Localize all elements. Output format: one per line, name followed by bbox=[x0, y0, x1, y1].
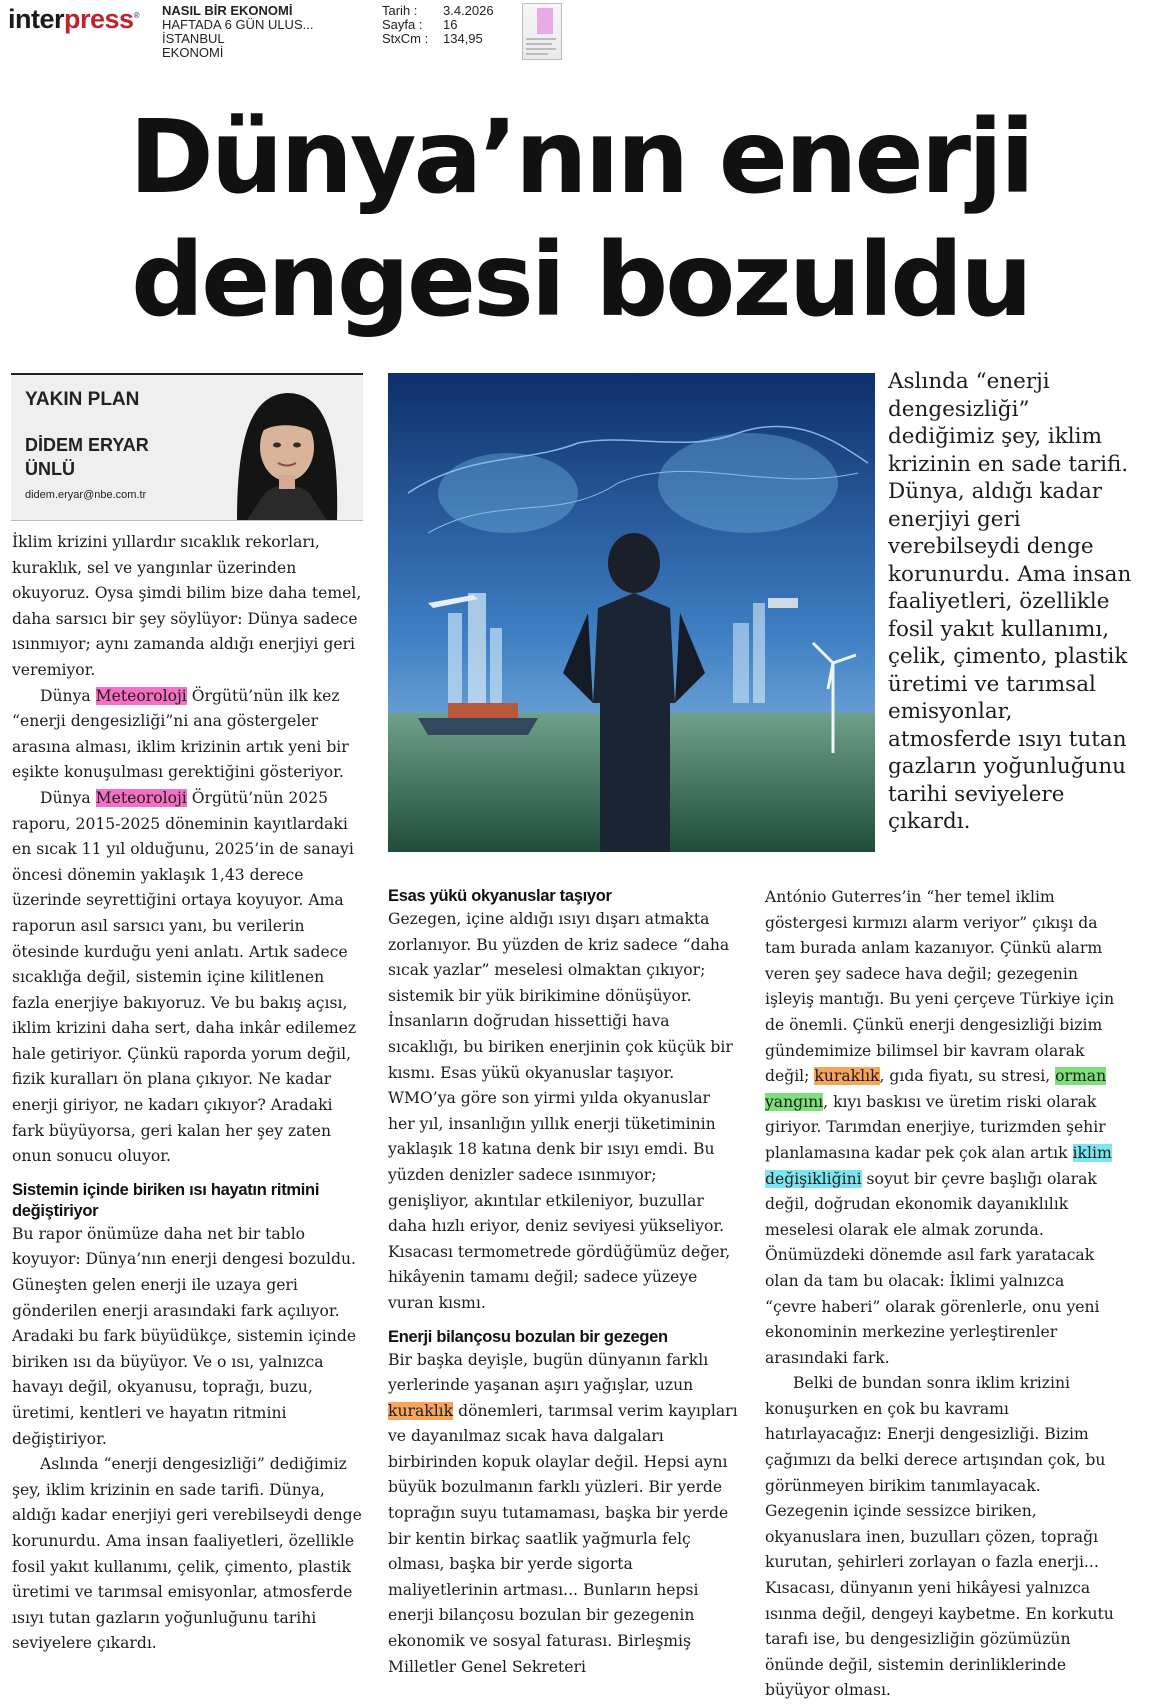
highlight-orman-yangini: orman yangını bbox=[765, 1067, 1107, 1111]
author-name-line-1: DİDEM ERYAR bbox=[25, 435, 149, 455]
article-column-1 bbox=[12, 530, 362, 1657]
publication-city: İSTANBUL bbox=[162, 31, 225, 46]
author-name-line-2: ÜNLÜ bbox=[25, 459, 75, 479]
logo-text-press: press bbox=[64, 4, 134, 34]
author-name bbox=[25, 433, 149, 481]
paragraph-3 bbox=[12, 786, 362, 1170]
size-value: 134,95 bbox=[443, 31, 483, 46]
paragraph-5: Aslında “enerji dengesizliği” dediğimiz şey, iklim krizinin en sade tarifi. Dünya, aldığı kadar enerjiyi geri verebilseydi denge korunurdu. Ama insan faaliyetleri, özellikle fosil yakıt kullanımı, çelik, çimento, plastik üretimi ve tarımsal emisyonlar, atmosferde ısıyı tutan gazların yoğunluğunu tarihi seviyelere çıkardı. bbox=[12, 1455, 362, 1653]
paragraph-2 bbox=[12, 684, 362, 786]
registered-mark: ® bbox=[133, 11, 139, 20]
headline-line-2: dengesi bozuldu bbox=[131, 221, 1030, 340]
interpress-logo bbox=[8, 4, 139, 35]
paragraph-2-text-a: Dünya bbox=[40, 686, 96, 705]
clipping-source bbox=[162, 4, 313, 60]
highlight-meteoroloji: Meteoroloji bbox=[95, 788, 187, 807]
paragraph-8-text-d: soyut bir çevre başlığı olarak değil, doğrudan ekonomik dayanıklılık meselesi olarak ele almak zorunda. Önümüzdeki dönemde asıl fark yaratacak olan da tam bu olacak: İklimi yalnızca “çevre haberi” olarak görenlerle, onu yeni ekonominin merkezine yerleştirenler arasındaki fark. bbox=[765, 1169, 1100, 1367]
subheading-esas-yuku: Esas yükü okyanuslar taşıyor bbox=[388, 887, 612, 905]
publication-frequency: HAFTADA 6 GÜN ULUS... bbox=[162, 17, 314, 32]
subheading-enerji-bilancosu: Enerji bilançosu bozulan bir gezegen bbox=[388, 1327, 668, 1346]
date-label: Tarih : bbox=[382, 3, 418, 18]
date-value: 3.4.2026 bbox=[443, 3, 494, 18]
paragraph-9: Belki de bundan sonra iklim krizini konuşurken en çok bu kavramı hatırlayacağız: Enerji dengesizliği. Bizim çağımızı da belki derece artışından çok, bu görünmeyen birikim tanımlayacak. Gezegenin içinde sessizce biriken, okyanuslara inen, buzulları çözen, toprağı kurutan, şehirleri zorlayan o fazla enerji... Kısacası, dünyanın yeni hikâyesi yalnızca ısınma değil, dengeyi kaybetme. En korkutu tarafı ise, bu dengesizliğin gözümüzün önünde değil, sistemin derinliklerinde büyüyor olması. bbox=[765, 1374, 1114, 1700]
paragraph-7 bbox=[388, 1348, 740, 1681]
author-box bbox=[11, 373, 363, 521]
highlight-kuraklik: kuraklık bbox=[388, 1401, 454, 1420]
headline-line-1: Dünya’nın enerji bbox=[129, 98, 1032, 217]
paragraph-7-text-a: Bir başka deyişle, bugün dünyanın farklı yerlerinde yaşanan aşırı yağışlar, uzun bbox=[388, 1350, 709, 1395]
paragraph-2-text-b: Örgütü’nün ilk kez “enerji dengesizliği”ni ana göstergeler arasına alması, iklim krizinin artık yeni bir eşikte konuşulması gerektiğini gösteriyor. bbox=[12, 686, 349, 782]
page-thumbnail[interactable] bbox=[522, 3, 562, 60]
paragraph-1: İklim krizini yıllardır sıcaklık rekorları, kuraklık, sel ve yangınlar üzerinden okuyoruz. Oysa şimdi bilim bize daha temel, daha sarsıcı bir şey söylüyor: Dünya sadece ısınmıyor; aynı zamanda aldığı enerjiyi geri veremiyor. bbox=[12, 533, 362, 679]
article-photo bbox=[388, 373, 875, 852]
publication-section: EKONOMİ bbox=[162, 45, 224, 60]
paragraph-3-text-a: Dünya bbox=[40, 788, 96, 807]
article-column-2 bbox=[388, 886, 740, 1680]
size-label: StxCm : bbox=[382, 31, 429, 46]
page-label: Sayfa : bbox=[382, 17, 423, 32]
author-email: didem.eryar@nbe.com.tr bbox=[25, 489, 147, 501]
highlight-meteoroloji: Meteoroloji bbox=[95, 686, 187, 705]
paragraph-8-text-a: António Guterres’in “her temel iklim göstergesi kırmızı alarm veriyor” çıkışı da tam burada anlam kazanıyor. Çünkü alarm veren şey sadece hava değil; gezegenin işleyiş mantığı. Bu yeni çerçeve Türkiye için de önemli. Çünkü enerji dengesizliği bizim gündemimize bilimsel bir kavram olarak değil; bbox=[765, 888, 1115, 1086]
headline bbox=[0, 96, 1161, 342]
highlight-kuraklik: kuraklık bbox=[814, 1067, 880, 1086]
author-portrait bbox=[207, 375, 363, 520]
pull-quote: Aslında “enerji dengesizliği” dediğimiz şey, iklim krizinin en sade tarifi. Dünya, aldığı kadar enerjiyi geri verebilseydi denge korunurdu. Ama insan faaliyetleri, özellikle fosil yakıt kullanımı, çelik, çimento, plastik üretimi ve tarımsal emisyonlar, atmosferde ısıyı tutan gazların yoğunluğunu tarihi seviyelere çıkardı. bbox=[888, 369, 1132, 834]
paragraph-8-text-b: , gıda fiyatı, su stresi, bbox=[879, 1067, 1056, 1086]
publication-name: NASIL BİR EKONOMİ bbox=[162, 3, 293, 18]
paragraph-8-text-c: , kıyı baskısı ve üretim riski olarak giriyor. Tarımdan enerjiye, turizmden şehir planlamasına kadar pek çok alan artık bbox=[765, 1092, 1106, 1162]
subheading-sistemin-icinde: Sistemin içinde biriken ısı hayatın ritmini değiştiriyor bbox=[12, 1180, 320, 1220]
paragraph-6: Gezegen, içine aldığı ısıyı dışarı atmakta zorlanıyor. Bu yüzden de kriz sadece “daha sıcak yazlar” meselesi olmaktan çıkıyor; sistemik bir yük birikimine dönüşüyor. İnsanların doğrudan hissettiği hava sıcaklığı, bu biriken enerjinin çok küçük bir kısmı. Esas yükü okyanuslar taşıyor. WMO’ya göre son yirmi yılda okyanuslar her yıl, insanlığın yıllık enerji tüketiminin yaklaşık 18 katına denk bir ısıyı emdi. Bu yüzden denizler sadece ısınmıyor; genişliyor, akıntılar etkileniyor, buzullar daha hızlı eriyor, deniz seviyesi yükseliyor. Kısacası termometrede gördüğümüz değer, hikâyenin tamamı değil; sadece yüzeye vuran kısmı. bbox=[388, 910, 733, 1312]
page-value: 16 bbox=[443, 17, 458, 32]
paragraph-7-text-b: dönemleri, tarımsal verim kayıpları ve dayanılmaz sıcak hava dalgaları birbirinden kopuk olaylar değil. Hepsi aynı büyük bozulmanın farklı yüzleri. Bir yerde toprağın suyu tutamaması, başka bir yerde bir kentin birkaç saatlik yağmurla felç olması, başka bir yerde sigorta maliyetlerinin artması... Bunların hepsi enerji bilançosu bozulan bir gezegenin ekonomik ve sosyal faturası. Birleşmiş Milletler Genel Sekreteri bbox=[388, 1401, 738, 1676]
paragraph-8 bbox=[765, 885, 1117, 1371]
highlight-iklim-degisikligi: iklim değişikliğini bbox=[765, 1143, 1112, 1188]
clipping-meta-values bbox=[443, 4, 494, 46]
logo-text-inter: inter bbox=[8, 4, 65, 34]
column-name: YAKIN PLAN bbox=[25, 389, 140, 410]
article-column-3 bbox=[765, 885, 1117, 1704]
paragraph-4: Bu rapor önümüze daha net bir tablo koyuyor: Dünya’nın enerji dengesi bozuldu. Güneşten gelen enerji ile uzaya geri gönderilen enerji arasındaki fark açılıyor. Aradaki bu fark büyüdükçe, sistemin içinde biriken ısı da büyüyor. Ve o ısı, yalnızca havayı değil, okyanusu, toprağı, buzu, üretimi, kentleri ve hayatın ritmini değiştiriyor. bbox=[12, 1224, 357, 1448]
clipping-meta-labels bbox=[382, 4, 428, 46]
paragraph-3-text-b: Örgütü’nün 2025 raporu, 2015-2025 döneminin kayıtlardaki en sıcak 11 yıl olduğunu, 2025’in de sanayi öncesi dönemin yaklaşık 1,43 derece üzerinde seyrettiğini ortaya koyuyor. Ama raporun asıl sarsıcı yanı, bu verilerin ötesinde kurduğu yeni anlatı. Artık sadece sıcaklığa değil, sistemin içine kilitlenen fazla enerjiye bakıyoruz. Ve bu bakış açısı, iklim krizini daha sert, daha inkâr edilemez hale getiriyor. Çünkü raporda yorum değil, fizik kuralları ön plana çıkıyor. Ne kadar enerji giriyor, ne kadarı çıkıyor? Aradaki fark büyüyorsa, geri kalan her şey zaten onun sonucu oluyor. bbox=[12, 788, 357, 1166]
